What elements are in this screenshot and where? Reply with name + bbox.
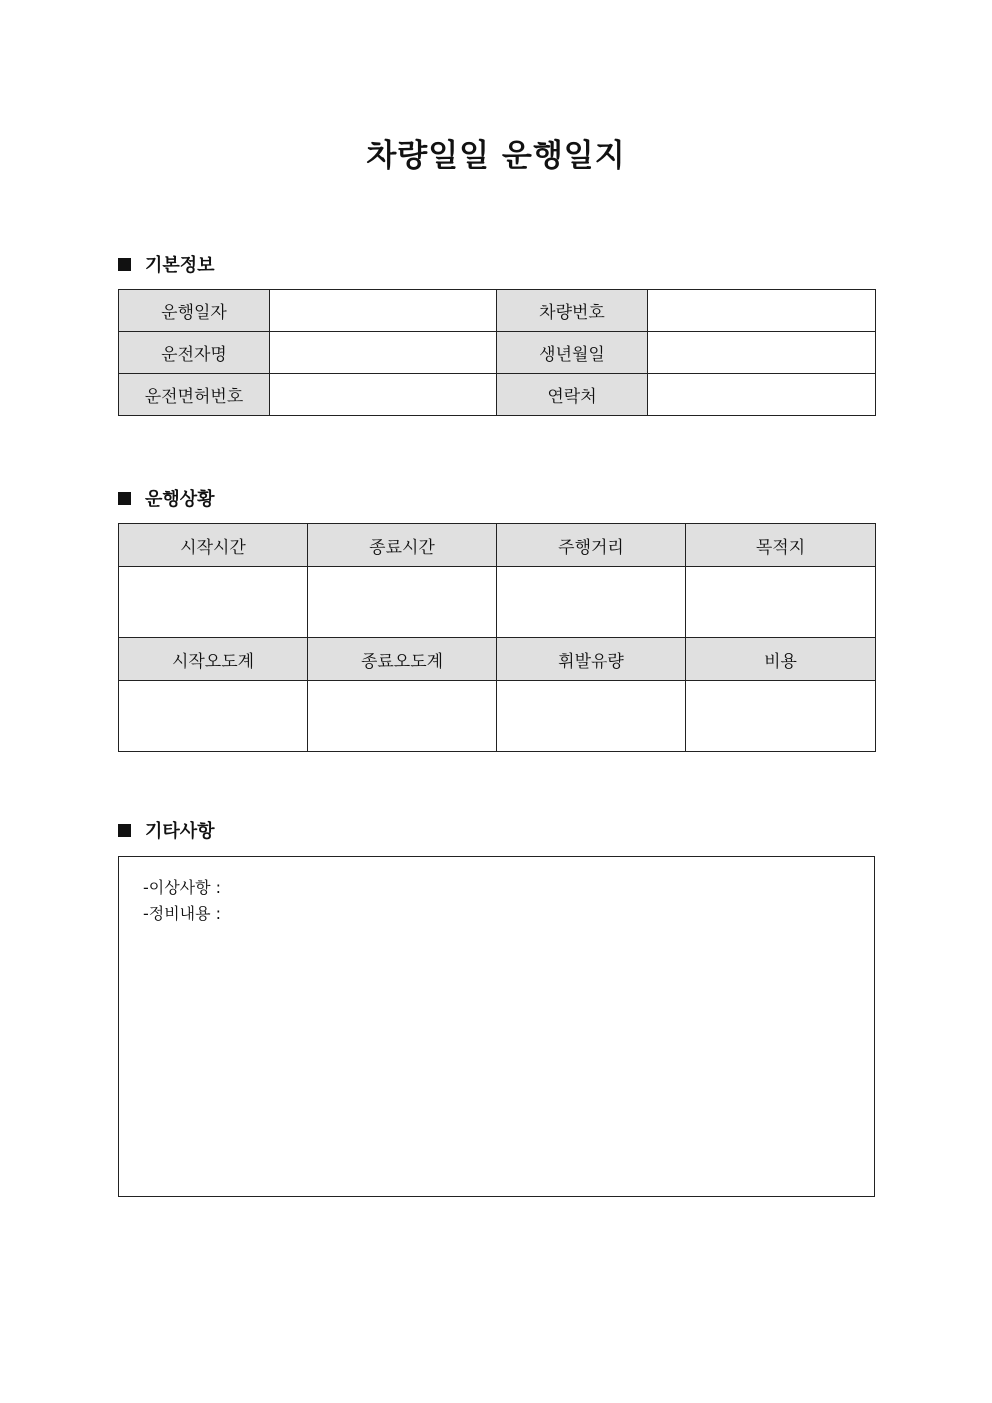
table-row [119,290,876,332]
vehicle-number-field[interactable] [648,290,876,332]
table-row [119,332,876,374]
table-label-cell: 운행일자 [119,290,270,332]
square-bullet-icon [118,258,131,271]
cost-field[interactable] [686,681,876,752]
table-header-cell: 종료오도계 [308,638,497,681]
table-header-cell: 시작오도계 [119,638,308,681]
end-odometer-field[interactable] [308,681,497,752]
start-odometer-field[interactable] [119,681,308,752]
destination-field[interactable] [686,567,876,638]
table-header-row [119,638,876,681]
square-bullet-icon [118,492,131,505]
note-line-issues: -이상사항 : [143,878,222,897]
start-time-field[interactable] [119,567,308,638]
table-label-cell: 연락처 [497,374,648,416]
table-header-cell: 주행거리 [497,524,686,567]
table-header-cell: 목적지 [686,524,876,567]
fuel-amount-field[interactable] [497,681,686,752]
end-time-field[interactable] [308,567,497,638]
notes-textarea[interactable] [118,856,875,1197]
table-label-cell: 운전면허번호 [119,374,270,416]
table-label-cell: 생년월일 [497,332,648,374]
operation-date-field[interactable] [270,290,497,332]
section-heading-text: 기본정보 [145,255,215,276]
table-row [119,681,876,752]
section-heading-operation-status [118,485,215,511]
birth-date-field[interactable] [648,332,876,374]
distance-field[interactable] [497,567,686,638]
operation-status-table [118,523,876,752]
section-heading-other-notes [118,817,215,843]
contact-field[interactable] [648,374,876,416]
page-title: 차량일일 운행일지 [366,138,626,174]
table-header-cell: 비용 [686,638,876,681]
table-header-cell: 종료시간 [308,524,497,567]
license-number-field[interactable] [270,374,497,416]
square-bullet-icon [118,824,131,837]
table-header-cell: 시작시간 [119,524,308,567]
table-row [119,567,876,638]
basic-info-table [118,289,876,416]
table-label-cell: 차량번호 [497,290,648,332]
table-header-cell: 휘발유량 [497,638,686,681]
section-heading-text: 운행상황 [145,489,215,510]
section-heading-basic-info [118,251,215,277]
section-heading-text: 기타사항 [145,821,215,842]
table-label-cell: 운전자명 [119,332,270,374]
note-line-maintenance: -정비내용 : [143,904,222,923]
table-row [119,374,876,416]
table-header-row [119,524,876,567]
driver-name-field[interactable] [270,332,497,374]
